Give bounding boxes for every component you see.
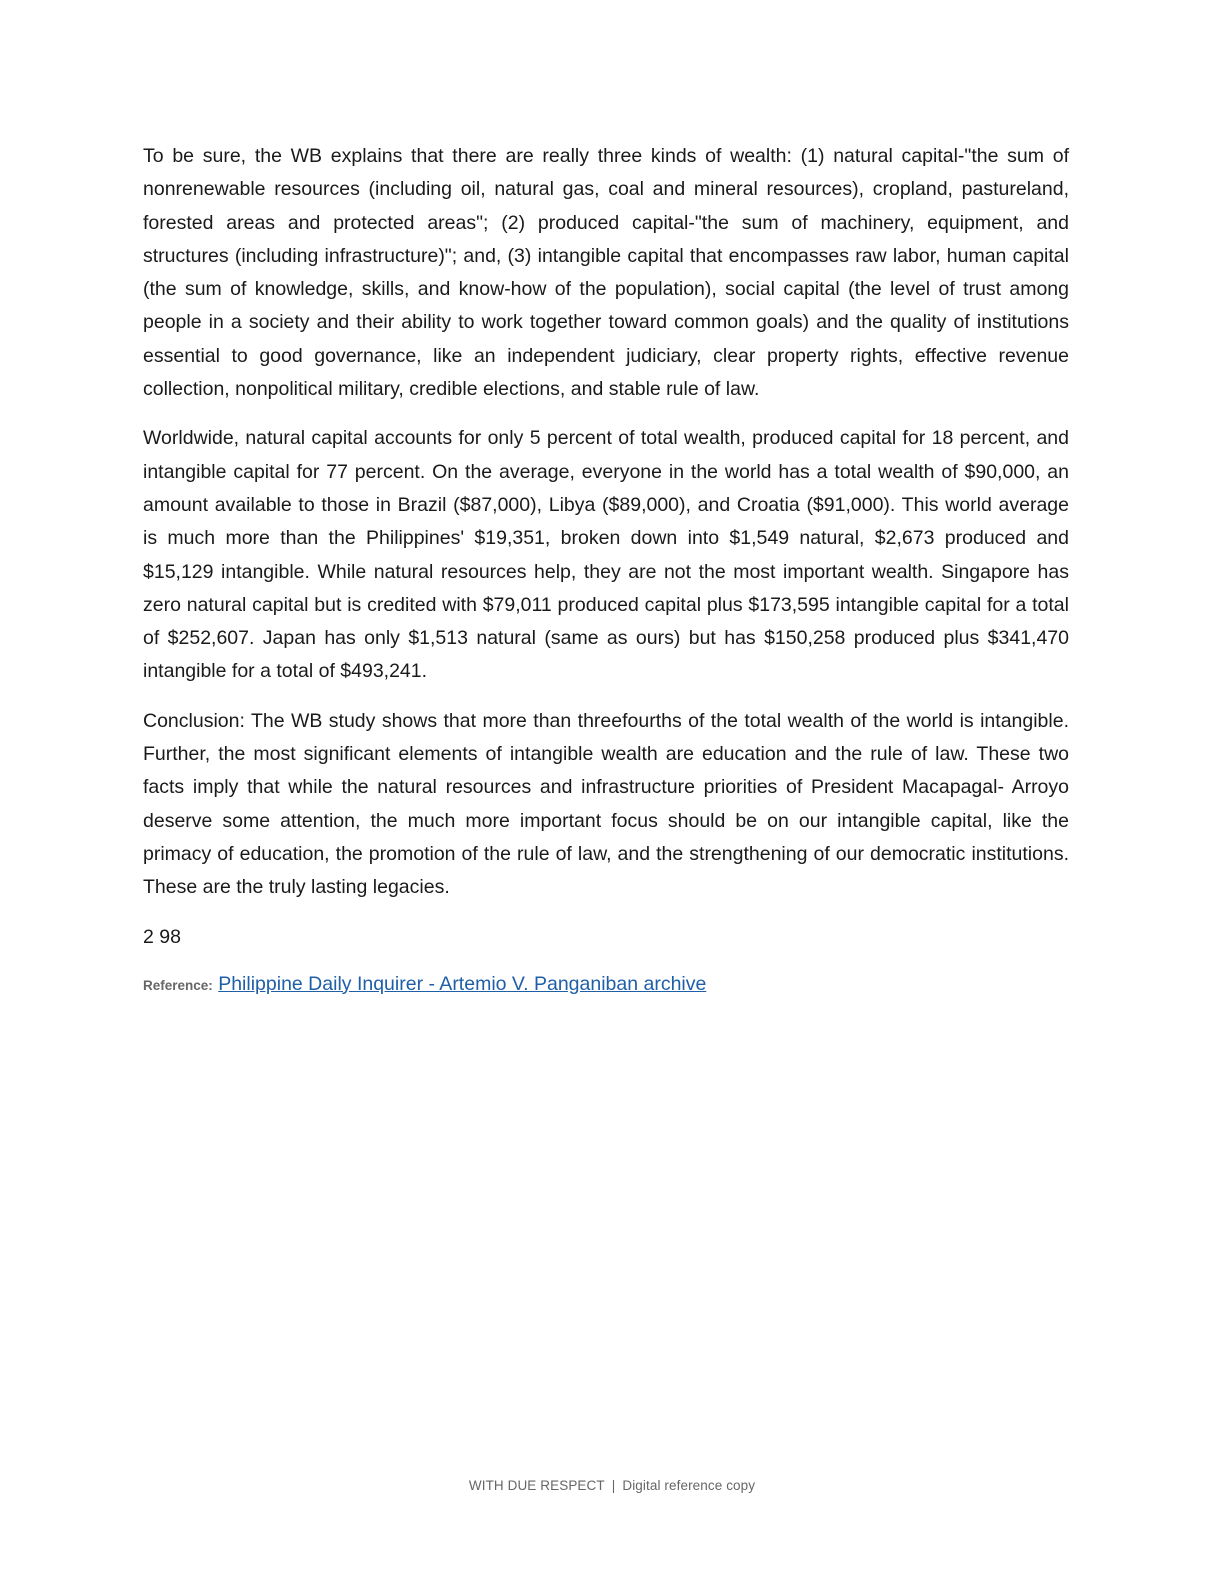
document-body (143, 140, 1069, 1002)
footer-title: WITH DUE RESPECT (468, 1478, 605, 1493)
footer-separator: | (611, 1478, 616, 1493)
paragraph-worldwide-wealth: Worldwide, natural capital accounts for only 5 percent of total wealth, produced capital for 18 percent, and intangible capital for 77 percent. On the average, everyone in the world has a total wealth of $90,000, an amount available to those in Brazil ($87,000), Libya ($89,000), and Croatia ($91,000). This world average is much more than the Philippines' $19,351, broken down into $1,549 natural, $2,673 produced and $15,129 intangible. While natural resources help, they are not the most important wealth. Singapore has zero natural capital but is credited with $79,011 produced capital plus $173,595 intangible capital for a total of $252,607. Japan has only $1,513 natural (same as ours) but has $150,258 produced plus $341,470 intangible for a total of $493,241. (143, 427, 1069, 683)
page-footer (0, 1478, 1224, 1493)
reference-line (143, 968, 1069, 1002)
paragraph-wealth-kinds: To be sure, the WB explains that there are really three kinds of wealth: (1) natural capital-"the sum of nonrenewable resources (including oil, natural gas, coal and mineral resources), cropland, pastureland, forested areas and protected areas"; (2) produced capital-"the sum of machinery, equipment, and structures (including infrastructure)"; and, (3) intangible capital that encompasses raw labor, human capital (the sum of knowledge, skills, and know-how of the population), social capital (the level of trust among people in a society and their ability to work together toward common goals) and the quality of institutions essential to good governance, like an independent judiciary, clear property rights, effective revenue collection, nonpolitical military, credible elections, and stable rule of law. (143, 145, 1069, 401)
paragraph-conclusion: Conclusion: The WB study shows that more than threefourths of the total wealth of the world is intangible. Further, the most significant elements of intangible wealth are education and the rule of law. These two facts imply that while the natural resources and infrastructure priorities of President Macapagal- Arroyo deserve some attention, the much more important focus should be on our intangible capital, like the primacy of education, the promotion of the rule of law, and the strengthening of our democratic institutions. These are the truly lasting legacies. (143, 709, 1069, 899)
reference-link[interactable]: Philippine Daily Inquirer - Artemio V. Panganiban archive (218, 972, 707, 995)
page-number: 2 98 (143, 925, 181, 948)
reference-label: Reference: (143, 977, 213, 993)
footer-subtitle: Digital reference copy (622, 1478, 756, 1493)
